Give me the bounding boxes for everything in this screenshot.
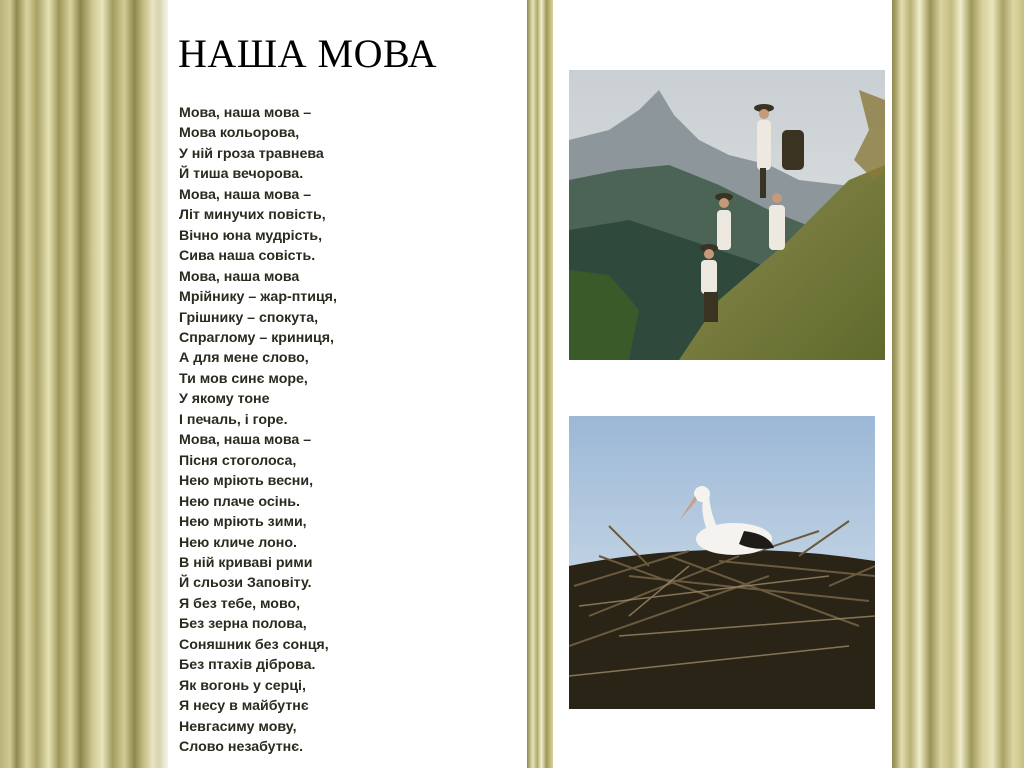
poem-line: Без птахів діброва. bbox=[179, 657, 316, 674]
poem-line: Нею мріють весни, bbox=[179, 473, 314, 490]
poem-line: Нею плаче осінь. bbox=[179, 493, 300, 510]
stork-nest-photo bbox=[569, 416, 875, 709]
poem-line: Як вогонь у серці, bbox=[179, 677, 306, 694]
poem-line: Й сльози Заповіту. bbox=[179, 575, 312, 592]
poem-line: Сива наша совість. bbox=[179, 248, 316, 265]
poem-line: Вічно юна мудрість, bbox=[179, 227, 323, 244]
poem-line: Без зерна полова, bbox=[179, 616, 307, 633]
poem-line: Літ минучих повість, bbox=[179, 207, 326, 224]
poem-text bbox=[179, 103, 337, 758]
poem-line: У якому тоне bbox=[179, 391, 270, 408]
poem-line: Я без тебе, мово, bbox=[179, 595, 301, 612]
poem-line: Невгасиму мову, bbox=[179, 718, 297, 735]
poem-line: У ній гроза травнева bbox=[179, 145, 324, 162]
poem-line: А для мене слово, bbox=[179, 350, 309, 367]
right-curtain-decoration bbox=[892, 0, 1024, 768]
poem-line: Мова, наша мова – bbox=[179, 186, 312, 203]
poem-line: Нею мріють зими, bbox=[179, 514, 307, 531]
poem-line: Нею кличе лоно. bbox=[179, 534, 297, 551]
poem-line: Грішнику – спокута, bbox=[179, 309, 319, 326]
poem-line: Мова, наша мова – bbox=[179, 432, 312, 449]
mountain-highlanders-photo bbox=[569, 70, 885, 360]
poem-line: Спраглому – криниця, bbox=[179, 329, 334, 346]
slide-title: НАША МОВА bbox=[178, 31, 438, 76]
poem-line: І печаль, і горе. bbox=[179, 411, 288, 428]
poem-line: Пісня стоголоса, bbox=[179, 452, 297, 469]
poem-line: Й тиша вечорова. bbox=[179, 166, 304, 183]
poem-line: Мова кольорова, bbox=[179, 125, 300, 142]
poem-line: Мова, наша мова – bbox=[179, 105, 312, 121]
poem-line: Соняшник без сонця, bbox=[179, 636, 329, 653]
poem-line: Мова, наша мова bbox=[179, 268, 300, 285]
poem-line: Слово незабутнє. bbox=[179, 739, 304, 756]
poem-line: Ти мов синє море, bbox=[179, 370, 308, 387]
poem-line: Я несу в майбутнє bbox=[179, 698, 309, 715]
poem-line: Мрійнику – жар-птиця, bbox=[179, 289, 337, 306]
left-curtain-decoration bbox=[0, 0, 168, 768]
poem-line: В ній криваві рими bbox=[179, 554, 313, 571]
center-column-decoration bbox=[527, 0, 553, 768]
